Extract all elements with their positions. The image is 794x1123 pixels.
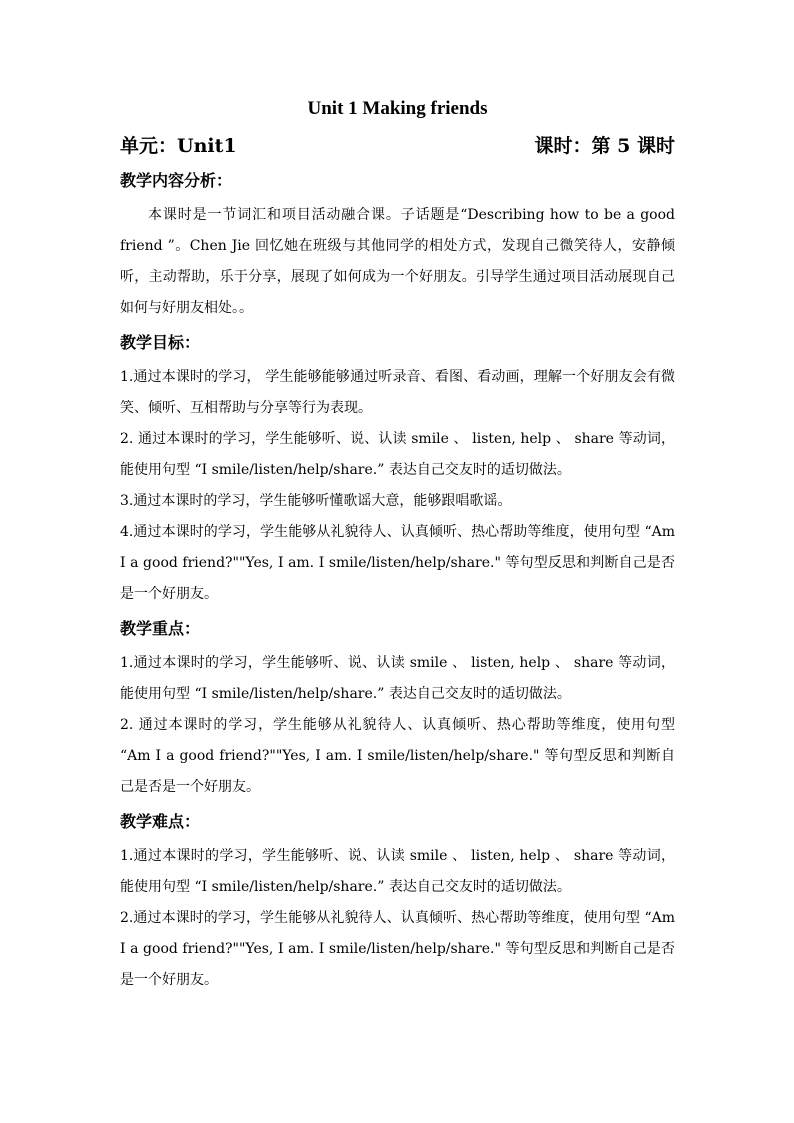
paragraph: 2. 通过本课时的学习，学生能够从礼貌待人、认真倾听、热心帮助等维度，使用句型 “Am I a good friend?""Yes, I am. I smile/listen/help/share." 等句型反思和判断自己是否是一个好朋友。 [120, 717, 675, 795]
section-heading: 教学难点： [120, 812, 201, 831]
section-heading: 教学内容分析： [120, 171, 233, 190]
section-objectives [120, 330, 675, 610]
meta-row [120, 132, 675, 160]
document-page [120, 96, 675, 1000]
lesson-label: 课时：第 5 课时 [534, 135, 675, 157]
paragraph: 1.通过本课时的学习， 学生能够能够通过听录音、看图、看动画，理解一个好朋友会有微笑、倾听、互相帮助与分享等行为表现。 [120, 369, 675, 416]
paragraph: 1.通过本课时的学习，学生能够听、说、认读 smile 、 listen, help 、 share 等动词，能使用句型 “I smile/listen/help/share.” 表达自己交友时的适切做法。 [120, 848, 675, 895]
section-difficulties [120, 809, 675, 996]
paragraph: 2.通过本课时的学习，学生能够从礼貌待人、认真倾听、热心帮助等维度，使用句型 “Am I a good friend?""Yes, I am. I smile/listen/help/share." 等句型反思和判断自己是否是一个好朋友。 [120, 910, 675, 988]
section-heading: 教学目标： [120, 333, 201, 352]
paragraph: 本课时是一节词汇和项目活动融合课。子话题是“Describing how to be a good friend ”。Chen Jie 回忆她在班级与其他同学的相处方式，发现自己微笑待人，安静倾听，主动帮助，乐于分享，展现了如何成为一个好朋友。引导学生通过项目活动展现自己如何与好朋友相处。。 [120, 207, 675, 316]
paragraph: 4.通过本课时的学习，学生能够从礼貌待人、认真倾听、热心帮助等维度，使用句型 “Am I a good friend?""Yes, I am. I smile/listen/help/share." 等句型反思和判断自己是否是一个好朋友。 [120, 524, 675, 602]
paragraph: 1.通过本课时的学习，学生能够听、说、认读 smile 、 listen, help 、 share 等动词，能使用句型 “I smile/listen/help/share.” 表达自己交友时的适切做法。 [120, 655, 675, 702]
section-heading: 教学重点： [120, 619, 201, 638]
unit-label: 单元：Unit1 [120, 135, 237, 157]
paragraph: 2. 通过本课时的学习，学生能够听、说、认读 smile 、 listen, help 、 share 等动词，能使用句型 “I smile/listen/help/share.” 表达自己交友时的适切做法。 [120, 431, 675, 478]
section-key-points [120, 616, 675, 803]
paragraph: 3.通过本课时的学习，学生能够听懂歌谣大意，能够跟唱歌谣。 [120, 493, 512, 509]
document-title: Unit 1 Making friends [307, 98, 488, 119]
section-content-analysis [120, 168, 675, 324]
